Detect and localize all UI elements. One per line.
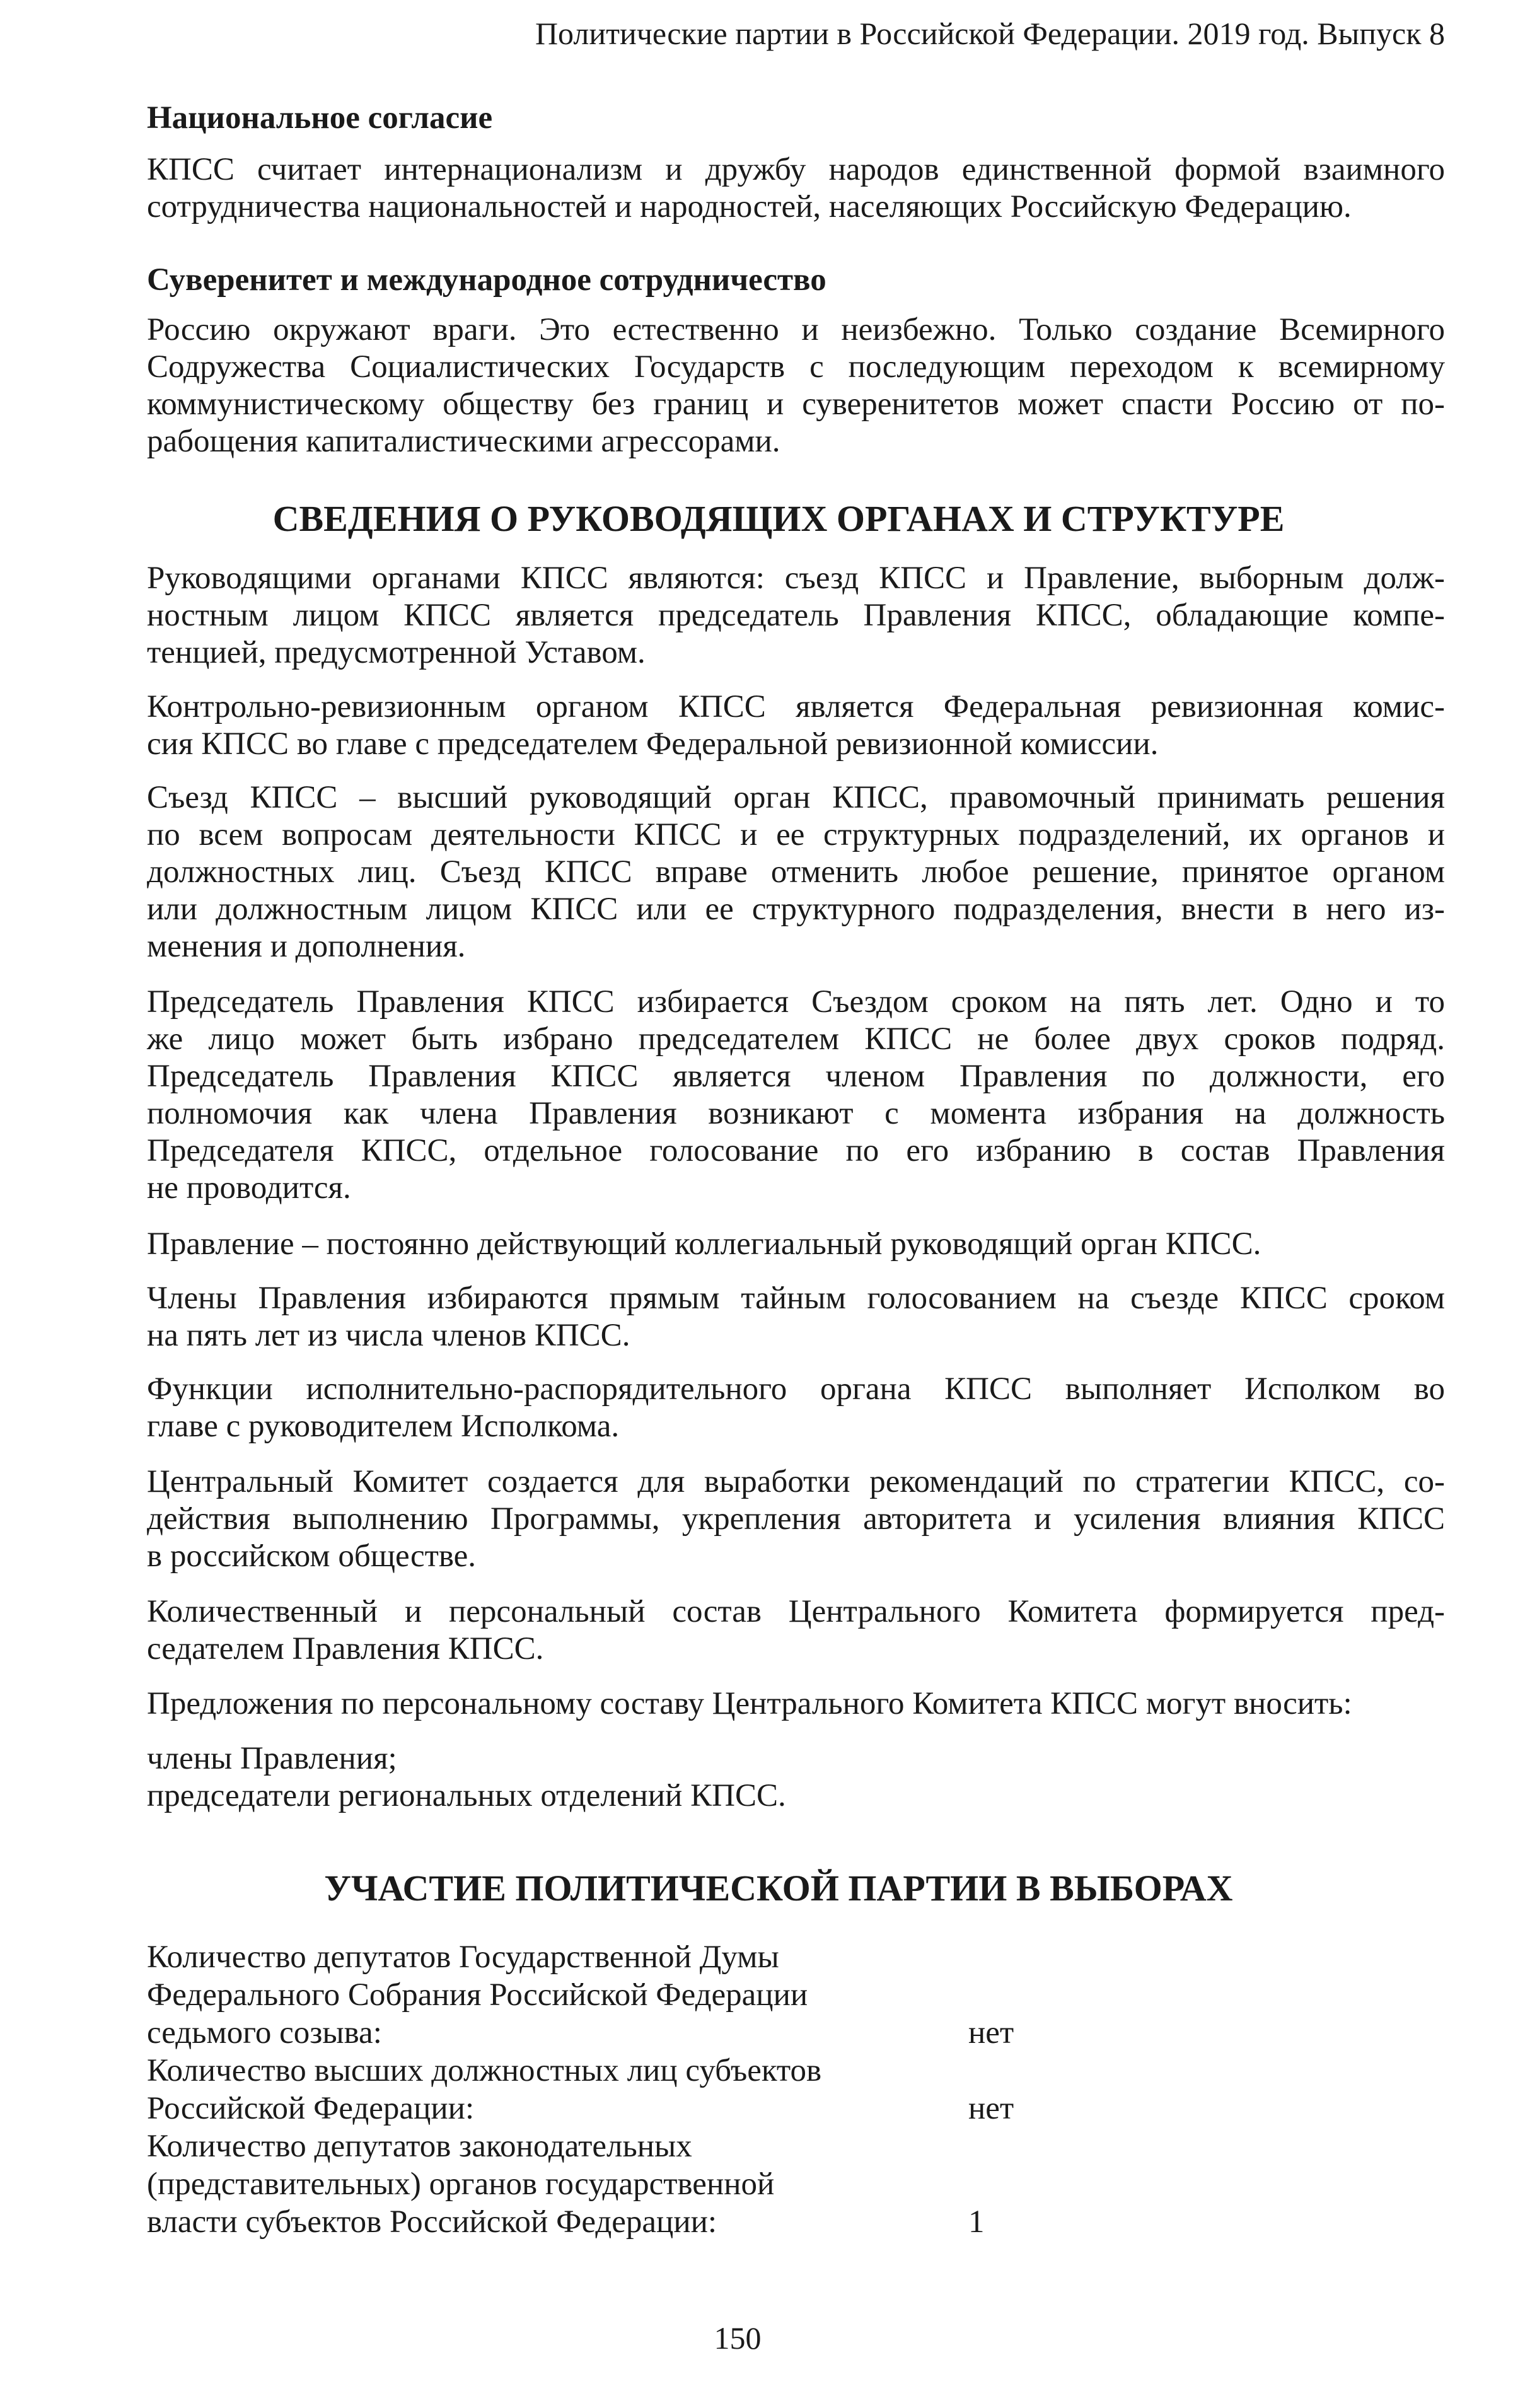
text-line: КПСС считает интернационализм и дружбу народов единственной формой взаимного [147,152,1445,187]
subheading-sovereignty: Суверенитет и международное сотрудничество [147,262,826,298]
text-line: Предложения по персональному составу Центрального Комитета КПСС могут вносить: [147,1686,1352,1721]
table-row [147,2127,1445,2241]
paragraph [147,1463,1445,1575]
row-label: седьмого созыва: [147,2015,382,2050]
row-label: власти субъектов Российской Федерации: [147,2204,717,2240]
row-value: 1 [968,2204,985,2240]
text-line: Члены Правления избираются прямым тайным голосованием на съезде КПСС сроком [147,1281,1445,1316]
text-line: по всем вопросам деятельности КПСС и ее структурных подразделений, их органов и [147,817,1445,852]
row-label: Количество депутатов Государственной Думы [147,1940,779,1975]
table-row [147,2052,1445,2127]
paragraph [147,1226,1445,1263]
text-line: рабощения капиталистическими агрессорами. [147,424,780,459]
section-heading-governing-bodies: СВЕДЕНИЯ О РУКОВОДЯЩИХ ОРГАНАХ И СТРУКТУРЕ [272,498,1285,539]
text-line: Председатель Правления КПСС является членом Правления по должности, его [147,1059,1445,1094]
paragraph [147,689,1445,763]
text-line: же лицо может быть избрано председателем КПСС не более двух сроков подряд. [147,1021,1445,1057]
list-item: председатели региональных отделений КПСС. [147,1778,786,1813]
text-line: Содружества Социалистических Государств с последующим переходом к всемирному [147,349,1445,385]
text-line: должностных лиц. Съезд КПСС вправе отменить любое решение, принятое органом [147,854,1445,890]
elections-table [147,1938,1445,2241]
text-line: Председатель Правления КПСС избирается Съездом сроком на пять лет. Одно и то [147,984,1445,1020]
paragraph [147,984,1445,1207]
text-line: в российском обществе. [147,1538,477,1574]
subheading-national-accord: Национальное согласие [147,100,493,136]
paragraph [147,1685,1445,1723]
paragraph-sovereignty [147,311,1445,460]
text-line: Количественный и персональный состав Центрального Комитета формируется пред- [147,1594,1445,1629]
paragraph [147,560,1445,672]
row-label: Количество депутатов законодательных [147,2129,692,2164]
text-line: тенцией, предусмотренной Уставом. [147,635,646,670]
row-value: нет [968,2015,1014,2050]
row-label: (представительных) органов государственной [147,2167,775,2202]
section-heading-elections: УЧАСТИЕ ПОЛИТИЧЕСКОЙ ПАРТИИ В ВЫБОРАХ [324,1868,1233,1909]
proposers-list [147,1740,1445,1815]
text-line: сия КПСС во главе с председателем Федеральной ревизионной комиссии. [147,726,1159,762]
table-row [147,1938,1445,2052]
text-line: на пять лет из числа членов КПСС. [147,1318,630,1353]
text-line: Контрольно-ревизионным органом КПСС является Федеральная ревизионная комис- [147,689,1445,724]
text-line: Правление – постоянно действующий коллегиальный руководящий орган КПСС. [147,1226,1261,1262]
text-line: Функции исполнительно-распорядительного органа КПСС выполняет Исполком во [147,1371,1445,1407]
paragraph-national-accord [147,151,1445,226]
text-line: сотрудничества национальностей и народностей, населяющих Российскую Федерацию. [147,189,1352,224]
row-value: нет [968,2091,1014,2126]
text-line: или должностным лицом КПСС или ее структурного подразделения, внести в него из- [147,892,1445,927]
text-line: менения и дополнения. [147,929,466,964]
text-line: главе с руководителем Исполкома. [147,1409,620,1444]
page-number: 150 [714,2320,762,2356]
text-line: Председателя КПСС, отдельное голосование по его избранию в состав Правления [147,1133,1445,1168]
text-line: действия выполнению Программы, укрепления авторитета и усиления влияния КПСС [147,1501,1445,1537]
row-label: Количество высших должностных лиц субъектов [147,2053,822,2088]
paragraph [147,1593,1445,1668]
text-line: не проводится. [147,1170,351,1206]
text-line: Центральный Комитет создается для выработки рекомендаций по стратегии КПСС, со- [147,1464,1445,1499]
text-line: Руководящими органами КПСС являются: съезд КПСС и Правление, выборным долж- [147,561,1445,596]
paragraph [147,1371,1445,1445]
paragraph [147,779,1445,965]
text-line: коммунистическому обществу без границ и суверенитетов может спасти Россию от по- [147,387,1445,422]
text-line: Россию окружают враги. Это естественно и неизбежно. Только создание Всемирного [147,312,1445,347]
text-line: седателем Правления КПСС. [147,1631,544,1666]
list-item: члены Правления; [147,1741,397,1776]
text-line: полномочия как члена Правления возникают с момента избрания на должность [147,1096,1445,1131]
paragraph [147,1280,1445,1354]
running-header: Политические партии в Российской Федерации. 2019 год. Выпуск 8 [535,16,1445,51]
text-line: ностным лицом КПСС является председатель Правления КПСС, обладающие компе- [147,598,1445,633]
row-label: Российской Федерации: [147,2091,475,2126]
row-label: Федерального Собрания Российской Федерации [147,1977,808,2013]
text-line: Съезд КПСС – высший руководящий орган КПСС, правомочный принимать решения [147,780,1445,815]
